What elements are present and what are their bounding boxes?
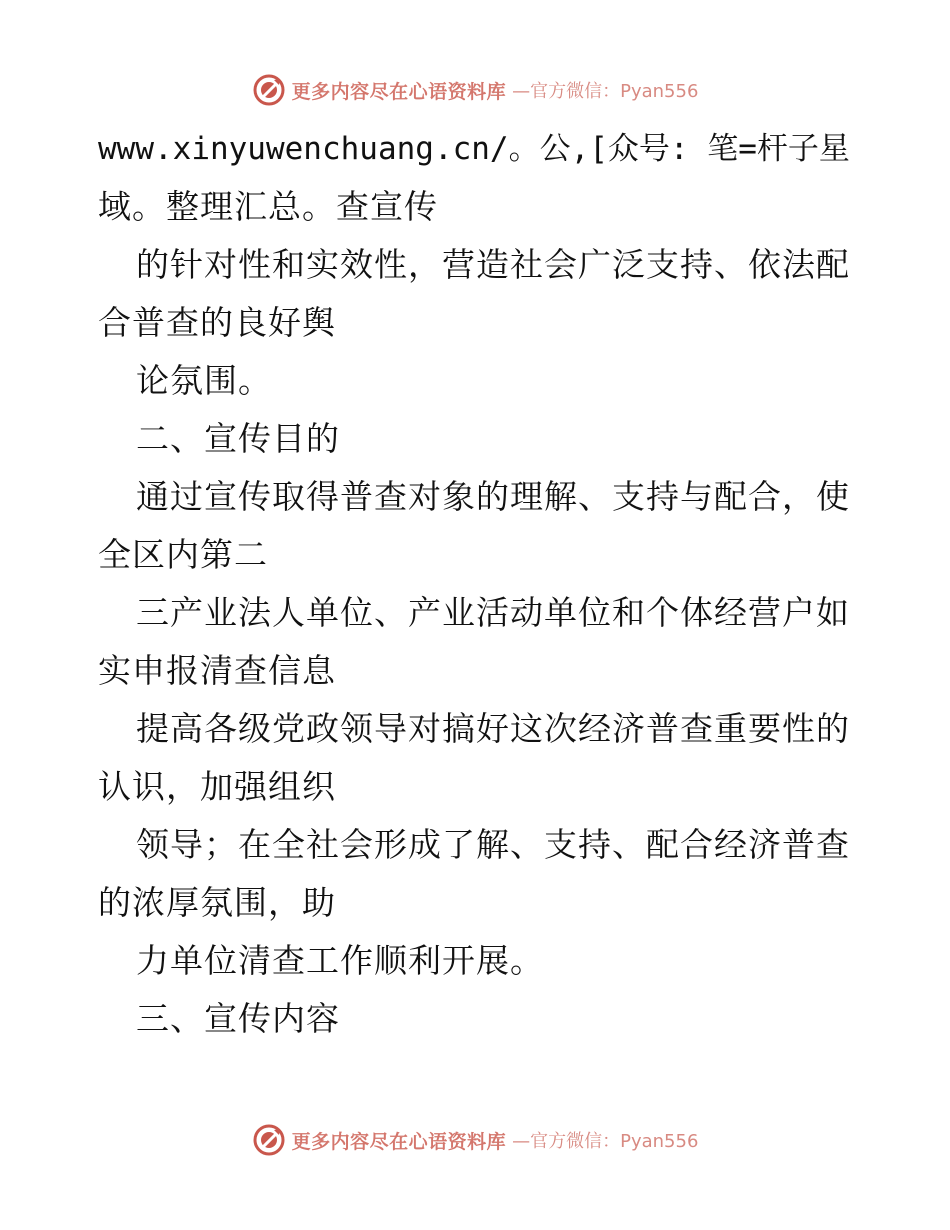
brand-logo-icon [252,73,286,107]
text-line: 领导；在全社会形成了解、支持、配合经济普查 [136,825,850,864]
document-body [98,120,858,1048]
footer-banner [0,1120,950,1160]
text-line: 域。整理汇总。查宣传 [98,187,438,226]
text-line: 力单位清查工作顺利开展。 [136,941,544,980]
brand-logo-icon [252,1123,286,1157]
section-heading: 三、宣传内容 [136,999,340,1038]
banner-sub-text: —官方微信：Pyan556 [512,81,699,102]
banner-main-text: 更多内容尽在心语资料库 [291,1130,507,1153]
banner-sub-text: —官方微信：Pyan556 [512,1131,699,1152]
text-line: 三产业法人单位、产业活动单位和个体经营户如 [136,593,850,632]
text-line: 通过宣传取得普查对象的理解、支持与配合，使 [136,477,850,516]
header-banner [0,70,950,110]
text-line: 认识，加强组织 [98,767,336,806]
text-line: 的针对性和实效性，营造社会广泛支持、依法配 [136,245,850,284]
text-line: 实申报清查信息 [98,651,336,690]
text-line: 的浓厚氛围，助 [98,883,336,922]
section-heading: 二、宣传目的 [136,419,340,458]
banner-main-text: 更多内容尽在心语资料库 [291,80,507,103]
text-line: 合普查的良好舆 [98,303,336,342]
text-line: www.xinyuwenchuang.cn/。公,[众号: 笔=杆子星 [98,131,850,167]
text-line: 提高各级党政领导对搞好这次经济普查重要性的 [136,709,850,748]
text-line: 全区内第二 [98,535,268,574]
text-line: 论氛围。 [136,361,272,400]
